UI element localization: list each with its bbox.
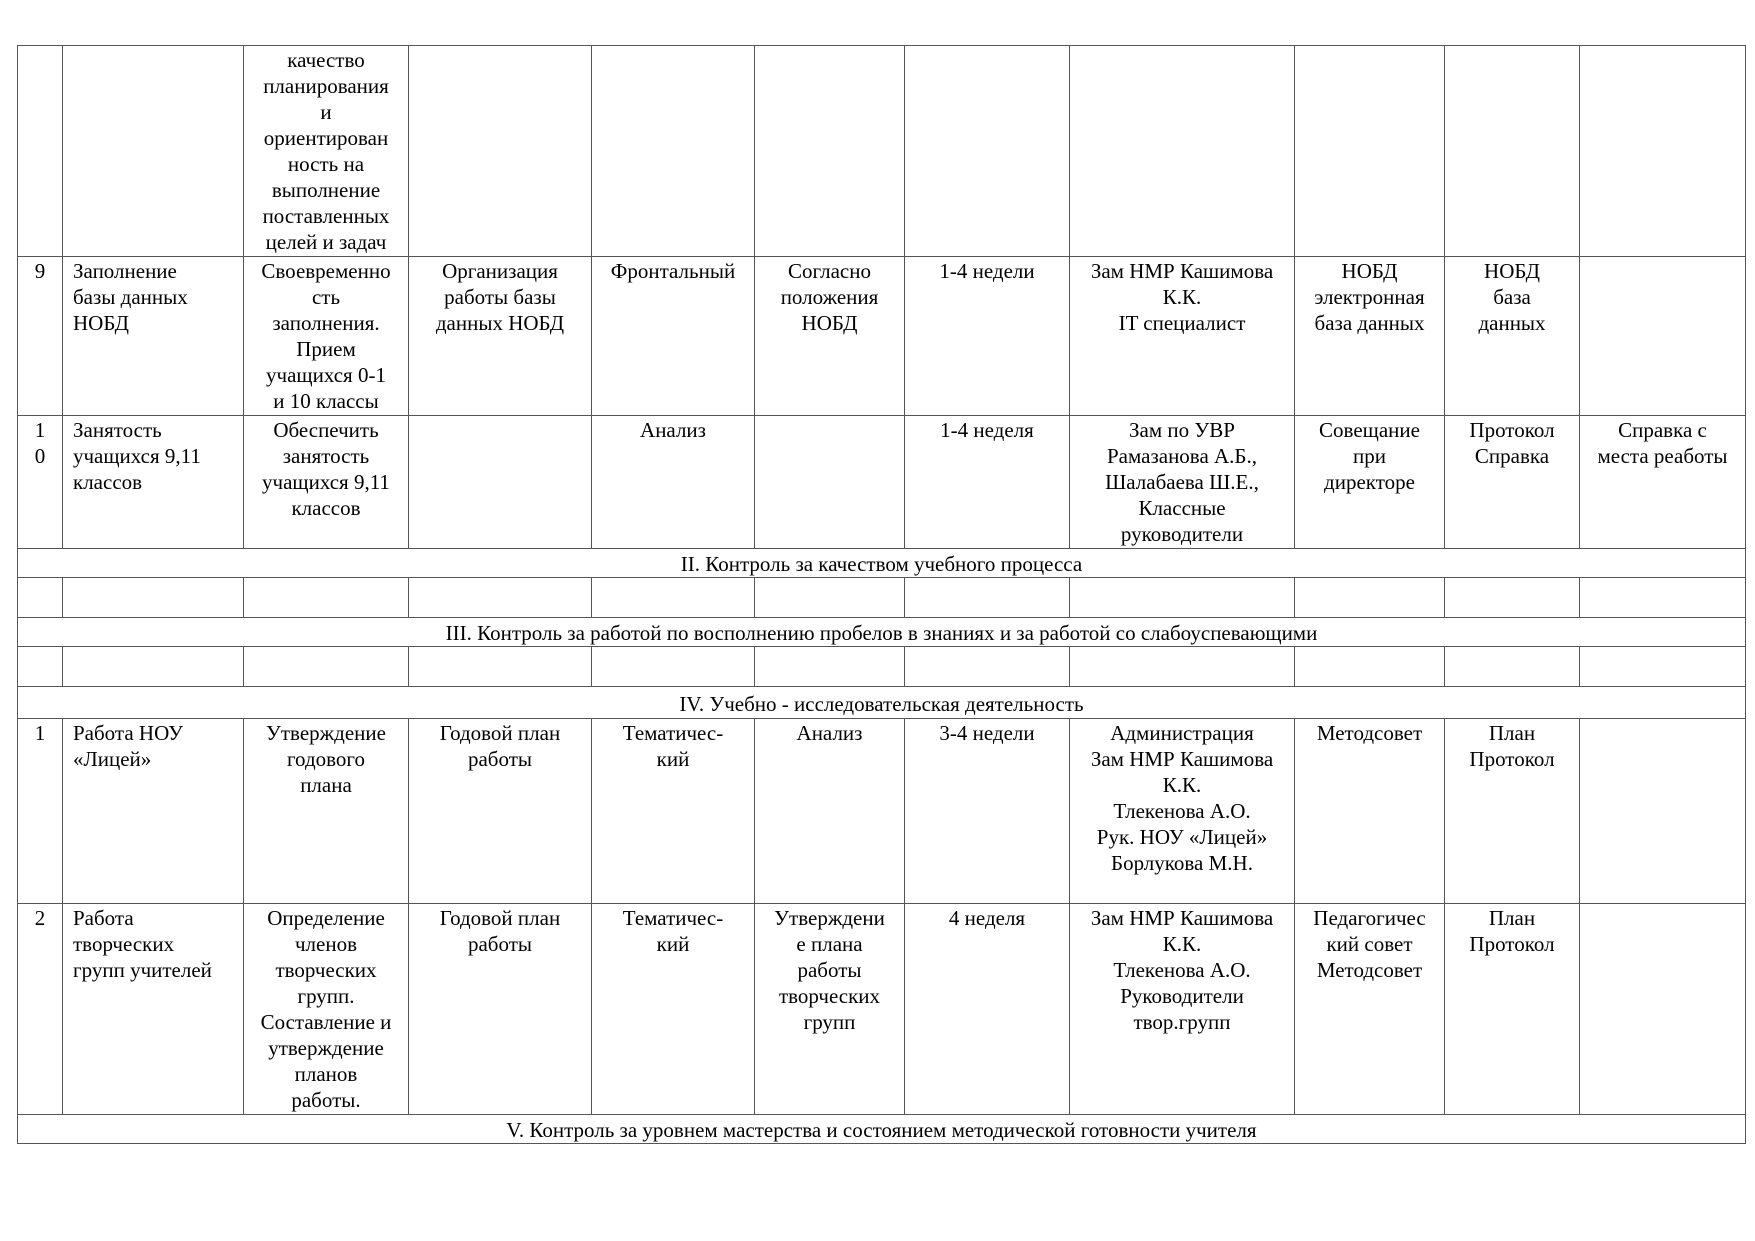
type-cell: Тематичес- кий bbox=[592, 719, 755, 904]
empty-cell bbox=[63, 578, 244, 618]
empty-cell bbox=[409, 578, 592, 618]
responsible-cell: Зам НМР Кашимова К.К. IT специалист bbox=[1070, 257, 1295, 416]
empty-cell bbox=[18, 647, 63, 687]
control-plan-table bbox=[17, 45, 1746, 1144]
result-cell bbox=[1580, 257, 1746, 416]
form-cell: Протокол Справка bbox=[1445, 416, 1580, 549]
type-cell: Тематичес- кий bbox=[592, 904, 755, 1115]
type-cell: Фронтальный bbox=[592, 257, 755, 416]
form-cell: План Протокол bbox=[1445, 719, 1580, 904]
where-cell: Совещание при директоре bbox=[1295, 416, 1445, 549]
result-cell bbox=[1580, 719, 1746, 904]
table-row bbox=[18, 904, 1746, 1115]
section-row bbox=[18, 1115, 1746, 1144]
empty-cell bbox=[1445, 647, 1580, 687]
empty-cell bbox=[1580, 578, 1746, 618]
table-row bbox=[18, 719, 1746, 904]
row-number bbox=[18, 46, 63, 257]
topic-cell: Работа творческих групп учителей bbox=[63, 904, 244, 1115]
topic-cell bbox=[63, 46, 244, 257]
topic-cell: Работа НОУ «Лицей» bbox=[63, 719, 244, 904]
method-cell: Согласно положения НОБД bbox=[755, 257, 905, 416]
empty-cell bbox=[1070, 647, 1295, 687]
form-cell bbox=[1445, 46, 1580, 257]
empty-cell bbox=[1445, 578, 1580, 618]
row-number: 9 bbox=[18, 257, 63, 416]
period-cell: 1-4 неделя bbox=[905, 416, 1070, 549]
purpose-cell: Своевременно сть заполнения. Прием учащихся 0-1 и 10 классы bbox=[244, 257, 409, 416]
object-cell bbox=[409, 46, 592, 257]
empty-cell bbox=[244, 578, 409, 618]
result-cell bbox=[1580, 904, 1746, 1115]
purpose-cell: Определение членов творческих групп. Составление и утверждение планов работы. bbox=[244, 904, 409, 1115]
period-cell bbox=[905, 46, 1070, 257]
responsible-cell: Администрация Зам НМР Кашимова К.К. Тлекенова А.О. Рук. НОУ «Лицей» Борлукова М.Н. bbox=[1070, 719, 1295, 904]
result-cell: Справка с места реаботы bbox=[1580, 416, 1746, 549]
empty-cell bbox=[409, 647, 592, 687]
type-cell bbox=[592, 46, 755, 257]
where-cell: Педагогичес кий совет Методсовет bbox=[1295, 904, 1445, 1115]
topic-cell: Занятость учащихся 9,11 классов bbox=[63, 416, 244, 549]
object-cell: Годовой план работы bbox=[409, 904, 592, 1115]
row-number: 1 0 bbox=[18, 416, 63, 549]
purpose-cell: Обеспечить занятость учащихся 9,11 классов bbox=[244, 416, 409, 549]
empty-cell bbox=[63, 647, 244, 687]
responsible-cell: Зам НМР Кашимова К.К. Тлекенова А.О. Руководители твор.групп bbox=[1070, 904, 1295, 1115]
empty-cell bbox=[1070, 578, 1295, 618]
empty-cell bbox=[755, 578, 905, 618]
row-number: 2 bbox=[18, 904, 63, 1115]
empty-cell bbox=[1295, 647, 1445, 687]
type-cell: Анализ bbox=[592, 416, 755, 549]
table-row bbox=[18, 416, 1746, 549]
empty-cell bbox=[905, 647, 1070, 687]
object-cell bbox=[409, 416, 592, 549]
purpose-cell: качество планирования и ориентирован ность на выполнение поставленных целей и задач bbox=[244, 46, 409, 257]
section-heading-ii: II. Контроль за качеством учебного процесса bbox=[18, 549, 1746, 578]
empty-cell bbox=[1295, 578, 1445, 618]
row-number: 1 bbox=[18, 719, 63, 904]
where-cell: Методсовет bbox=[1295, 719, 1445, 904]
table-row bbox=[18, 647, 1746, 687]
where-cell bbox=[1295, 46, 1445, 257]
section-row bbox=[18, 618, 1746, 647]
period-cell: 3-4 недели bbox=[905, 719, 1070, 904]
table-row bbox=[18, 257, 1746, 416]
section-heading-iii: III. Контроль за работой по восполнению пробелов в знаниях и за работой со слабоуспевающими bbox=[18, 618, 1746, 647]
period-cell: 1-4 недели bbox=[905, 257, 1070, 416]
object-cell: Годовой план работы bbox=[409, 719, 592, 904]
empty-cell bbox=[18, 578, 63, 618]
empty-cell bbox=[755, 647, 905, 687]
method-cell: Утверждени е плана работы творческих групп bbox=[755, 904, 905, 1115]
responsible-cell bbox=[1070, 46, 1295, 257]
empty-cell bbox=[592, 647, 755, 687]
section-heading-v: V. Контроль за уровнем мастерства и состоянием методической готовности учителя bbox=[18, 1115, 1746, 1144]
method-cell: Анализ bbox=[755, 719, 905, 904]
result-cell bbox=[1580, 46, 1746, 257]
table-row bbox=[18, 578, 1746, 618]
responsible-cell: Зам по УВР Рамазанова А.Б., Шалабаева Ш.Е., Классные руководители bbox=[1070, 416, 1295, 549]
where-cell: НОБД электронная база данных bbox=[1295, 257, 1445, 416]
empty-cell bbox=[592, 578, 755, 618]
empty-cell bbox=[905, 578, 1070, 618]
section-row bbox=[18, 687, 1746, 719]
topic-cell: Заполнение базы данных НОБД bbox=[63, 257, 244, 416]
purpose-cell: Утверждение годового плана bbox=[244, 719, 409, 904]
form-cell: План Протокол bbox=[1445, 904, 1580, 1115]
section-heading-iv: IV. Учебно - исследовательская деятельность bbox=[18, 687, 1746, 719]
method-cell bbox=[755, 416, 905, 549]
empty-cell bbox=[1580, 647, 1746, 687]
table-row bbox=[18, 46, 1746, 257]
period-cell: 4 неделя bbox=[905, 904, 1070, 1115]
object-cell: Организация работы базы данных НОБД bbox=[409, 257, 592, 416]
method-cell bbox=[755, 46, 905, 257]
section-row bbox=[18, 549, 1746, 578]
form-cell: НОБД база данных bbox=[1445, 257, 1580, 416]
empty-cell bbox=[244, 647, 409, 687]
